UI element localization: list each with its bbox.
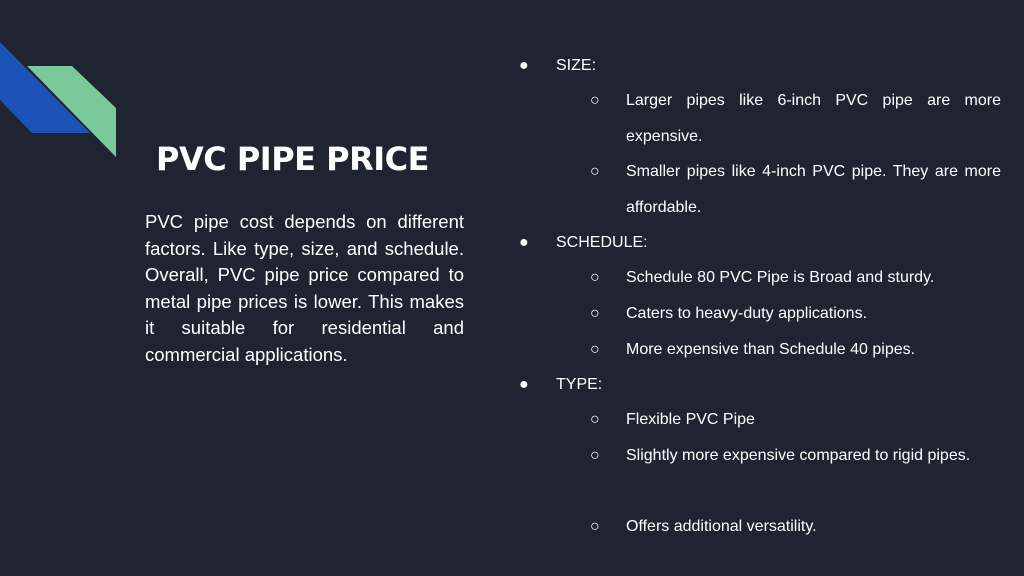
bullet-dot-icon: ● xyxy=(519,234,529,251)
sub-bullet-circle-icon: ○ xyxy=(590,269,600,286)
sub-bullet-circle-icon: ○ xyxy=(590,163,600,180)
list-item: Larger pipes like 6-inch PVC pipe are more expensive. xyxy=(626,92,1001,145)
list-item: Caters to heavy-duty applications. xyxy=(626,305,868,322)
section-label-size: SIZE: xyxy=(556,57,597,74)
intro-paragraph: PVC pipe cost depends on different factors. Like type, size, and schedule. Overall, PVC pipe price compared to metal pipe prices is lower. This makes it suitable for residential and commercial applications. xyxy=(145,211,464,365)
sub-bullet-circle-icon: ○ xyxy=(590,305,600,322)
bullet-dot-icon: ● xyxy=(519,376,529,393)
slide-title: PVC PIPE PRICE xyxy=(156,140,429,178)
bullet-dot-icon: ● xyxy=(519,57,529,74)
list-item: More expensive than Schedule 40 pipes. xyxy=(626,341,916,358)
list-item: Flexible PVC Pipe xyxy=(626,411,755,428)
sub-bullet-circle-icon: ○ xyxy=(590,341,600,358)
sub-bullet-circle-icon: ○ xyxy=(590,518,600,535)
section-label-type: TYPE: xyxy=(556,376,603,393)
section-label-schedule: SCHEDULE: xyxy=(556,234,648,251)
sub-bullet-circle-icon: ○ xyxy=(590,92,600,109)
sub-bullet-circle-icon: ○ xyxy=(590,411,600,428)
list-item: Offers additional versatility. xyxy=(626,518,817,535)
sub-bullet-circle-icon: ○ xyxy=(590,447,600,464)
list-item: Smaller pipes like 4-inch PVC pipe. They are more affordable. xyxy=(626,163,1001,216)
list-item: Slightly more expensive compared to rigid pipes. xyxy=(626,447,971,464)
list-item: Schedule 80 PVC Pipe is Broad and sturdy. xyxy=(626,269,935,286)
